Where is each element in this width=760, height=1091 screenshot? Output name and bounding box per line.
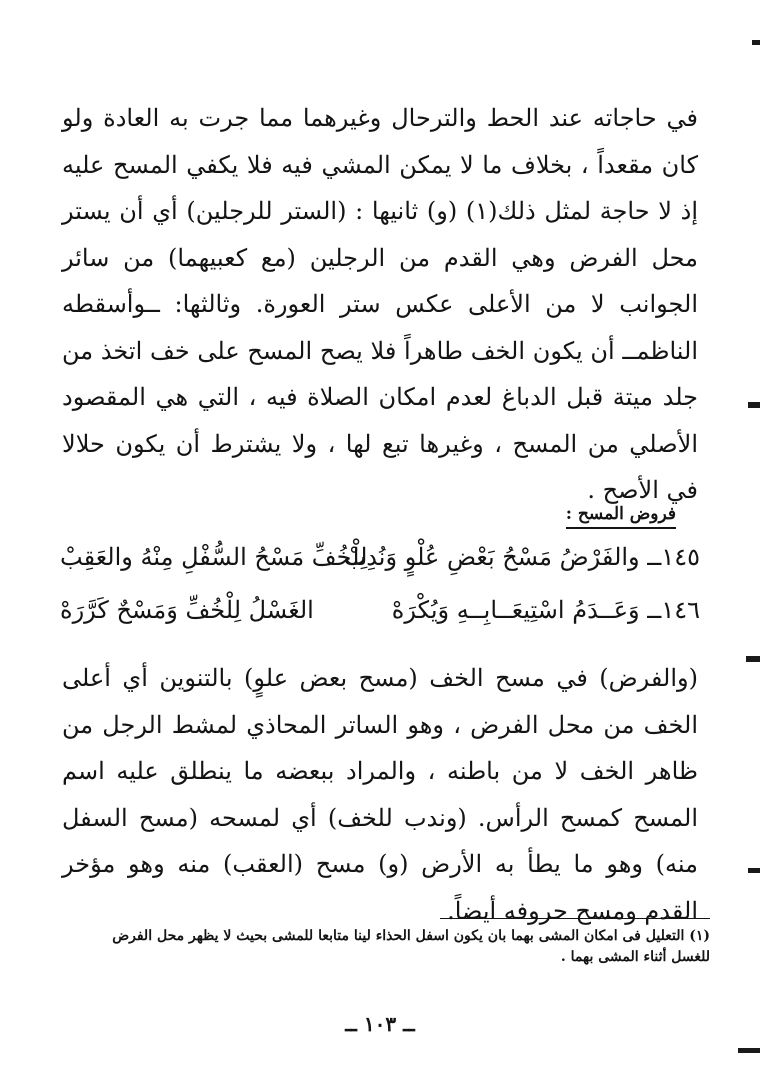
body-paragraph-1: في حاجاته عند الحط والترحال وغيرهما مما جرت به العادة ولو كان مقعداً ، بخلاف ما لا يمكن المشي فيه فلا يكفي المسح عليه إذ لا حاجة لمثل ذلك(١) (و) ثانيها : (الستر للرجلين) أي أن يستر محل الفرض وهي القدم من الرجلين (مع كعبيهما) من سائر الجوانب لا من الأعلى عكس ستر العورة. وثالثها: ــوأسقطه الناظمــ أن يكون الخف طاهراً فلا يصح المسح على خف اتخذ من جلد ميتة قبل الدباغ لعدم امكان الصلاة فيه ، التي هي المقصود الأصلي من المسح ، وغيرها تبع لها ، ولا يشترط أن يكون حلالا في الأصح .	[62, 104, 698, 504]
scan-edge-mark	[746, 656, 760, 662]
verse-second-hemistich: الغَسْلُ لِلْخُفِّ وَمَسْحٌ كَرَّرَهْ	[60, 596, 314, 624]
scan-edge-mark	[738, 1048, 760, 1053]
body-paragraph-2: (والفرض) في مسح الخف (مسح بعض علوٍ) بالتنوين أي أعلى الخف من محل الفرض ، وهو الساتر المحاذي لمشط الرجل من ظاهر الخف لا من باطنه ، والمراد ببعضه ما ينطلق عليه اسم المسح كمسح الرأس. (وندب للخف) أي لمسحه (مسح السفل منه) وهو ما يطأ به الأرض (و) مسح (العقب) منه وهو مؤخر القدم ومسح حروفه أيضاً.	[62, 664, 698, 925]
verse-second-hemistich: لِلْخُفِّ مَسْحُ السُّفْلِ مِنْهُ والعَقِبْ	[60, 543, 368, 571]
verse-first-hemistich: ١٤٦ــ وَعَــدَمُ اسْتِيعَــابِــهِ وَيُكْرَهْ	[391, 596, 700, 624]
scan-edge-mark	[748, 868, 760, 873]
section-heading: فروض المسح :	[566, 502, 676, 529]
scan-edge-mark	[748, 402, 760, 408]
verse-line-146	[60, 588, 700, 632]
verse-first-hemistich: ١٤٥ــ والفَرْضُ مَسْحُ بَعْضِ عُلْوٍ وَنُدِبْ	[343, 543, 700, 571]
page-number: ــ ١٠٣ ــ	[345, 1012, 415, 1036]
verse-line-145	[60, 535, 700, 579]
footnote: (١) التعليل فى امكان المشى بهما بان يكون اسفل الحذاء لينا متابعا للمشى بحيث لا يظهر محل الفرض للغسل أثناء المشى بهما .	[112, 928, 710, 965]
scan-edge-mark	[752, 40, 760, 45]
footnote-separator	[440, 918, 710, 919]
